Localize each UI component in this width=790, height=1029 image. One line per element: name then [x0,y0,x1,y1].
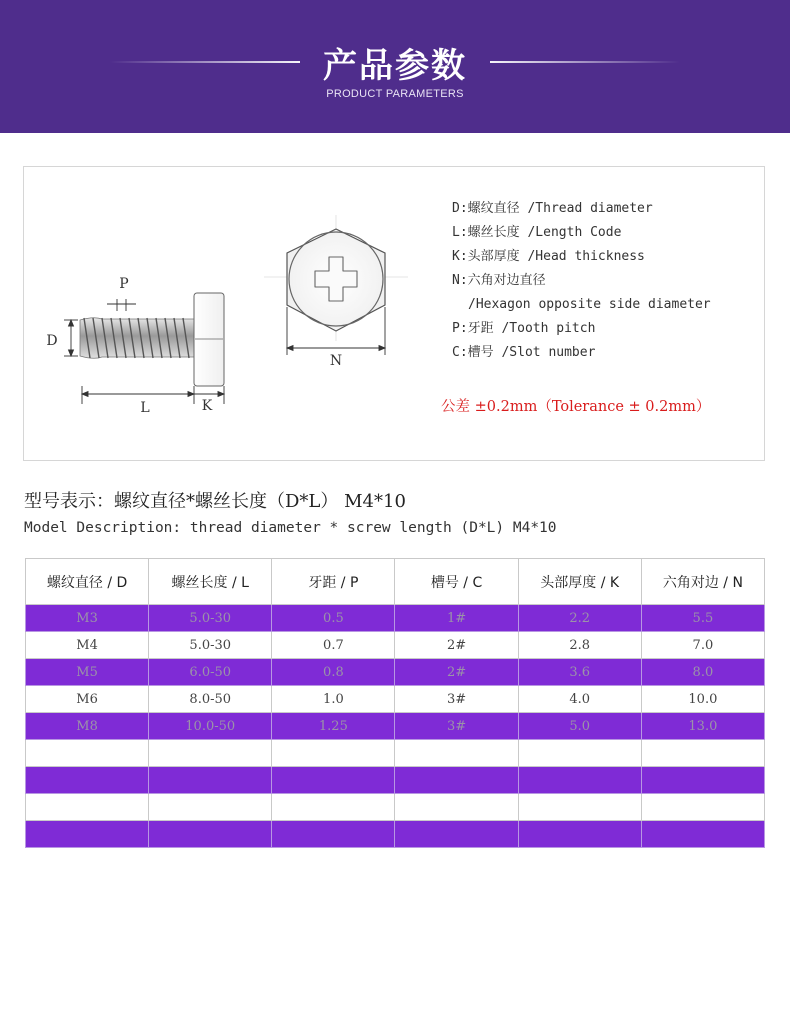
column-header-d: 螺纹直径 / D [26,559,149,605]
column-header-c: 槽号 / C [395,559,518,605]
model-description-en: Model Description: thread diameter * screw length (D*L) M4*10 [24,520,557,536]
table-cell: 3# [395,713,518,740]
table-row [26,794,765,821]
table-row [26,740,765,767]
table-cell: 7.0 [641,632,764,659]
table-cell: M8 [26,713,149,740]
table-cell: M4 [26,632,149,659]
table-cell [272,740,395,767]
table-cell: 4.0 [518,686,641,713]
table-cell: 8.0 [641,659,764,686]
table-cell [272,767,395,794]
dimension-legend [452,197,752,365]
table-cell: 0.5 [272,605,395,632]
table-cell: 5.5 [641,605,764,632]
table-cell: 5.0-30 [149,605,272,632]
table-cell [518,767,641,794]
column-header-l: 螺丝长度 / L [149,559,272,605]
table-cell: M3 [26,605,149,632]
legend-item-n: N:六角对边直径 [452,273,546,288]
label-n: N [329,353,343,369]
table-cell: 2# [395,659,518,686]
table-cell: 13.0 [641,713,764,740]
page-title: 产品参数 [323,46,467,86]
table-cell [395,794,518,821]
table-row [26,821,765,848]
legend-item-k: K:头部厚度 /Head thickness [452,249,645,264]
table-cell [149,794,272,821]
column-header-p: 牙距 / P [272,559,395,605]
table-cell [395,767,518,794]
table-row [26,605,765,632]
table-cell: M5 [26,659,149,686]
table-row [26,713,765,740]
table-cell [26,821,149,848]
table-cell: M6 [26,686,149,713]
legend-item-l: L:螺丝长度 /Length Code [452,225,622,240]
screw-diagram-panel [23,166,765,461]
table-header-row [26,559,765,605]
spec-table [25,558,765,848]
table-cell: 0.8 [272,659,395,686]
table-cell [641,794,764,821]
table-cell [149,740,272,767]
table-cell: 2.2 [518,605,641,632]
column-header-n: 六角对边 / N [641,559,764,605]
label-k: K [201,398,213,414]
table-row [26,659,765,686]
label-l: L [140,400,150,416]
tolerance-note: 公差 ±0.2mm（Tolerance ± 0.2mm） [441,399,711,415]
table-cell [272,794,395,821]
table-cell: 3.6 [518,659,641,686]
table-cell [518,794,641,821]
legend-item-p: P:牙距 /Tooth pitch [452,321,596,336]
table-cell [26,794,149,821]
table-cell: 1.25 [272,713,395,740]
table-cell: 8.0-50 [149,686,272,713]
table-cell [26,740,149,767]
table-cell: 2# [395,632,518,659]
table-cell: 2.8 [518,632,641,659]
legend-item-d: D:螺纹直径 /Thread diameter [452,201,653,216]
table-cell: 5.0-30 [149,632,272,659]
table-cell [518,821,641,848]
legend-item-n-english: /Hexagon opposite side diameter [468,297,711,312]
table-cell: 1.0 [272,686,395,713]
table-cell [395,740,518,767]
table-row [26,686,765,713]
table-cell: 0.7 [272,632,395,659]
table-cell [641,740,764,767]
page-subtitle: PRODUCT PARAMETERS [326,88,464,100]
model-description-cn: 型号表示：螺纹直径*螺丝长度（D*L） M4*10 [24,491,406,512]
table-cell [518,740,641,767]
table-cell: 10.0 [641,686,764,713]
table-cell [641,821,764,848]
table-cell: 6.0-50 [149,659,272,686]
table-cell [395,821,518,848]
table-row [26,767,765,794]
table-cell [641,767,764,794]
legend-item-c: C:槽号 /Slot number [452,345,596,360]
table-cell: 1# [395,605,518,632]
table-cell [149,767,272,794]
table-cell: 10.0-50 [149,713,272,740]
table-cell: 5.0 [518,713,641,740]
table-cell [26,767,149,794]
table-cell [149,821,272,848]
table-row [26,632,765,659]
table-cell [272,821,395,848]
label-p: P [119,276,129,292]
column-header-k: 头部厚度 / K [518,559,641,605]
table-cell: 3# [395,686,518,713]
label-d: D [46,333,58,349]
page-header [0,0,790,133]
screw-top-view [264,215,408,341]
screw-side-view [80,293,224,386]
